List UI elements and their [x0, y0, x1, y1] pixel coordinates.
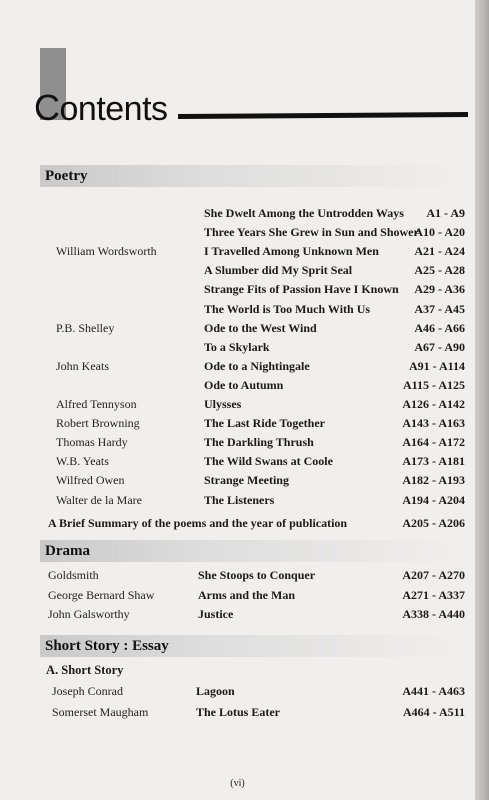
table-row — [0, 435, 475, 453]
work-title: She Stoops to Conquer — [198, 568, 316, 582]
page-range: A207 - A270 — [402, 568, 465, 582]
page-range: A126 - A142 — [402, 397, 465, 411]
work-title: Strange Meeting — [204, 473, 289, 488]
page-range: A91 - A114 — [408, 358, 465, 373]
author-name: Goldsmith — [48, 568, 99, 582]
table-row — [0, 588, 475, 606]
summary-row — [0, 516, 475, 534]
page-title: Contents — [34, 87, 168, 128]
author-name: Walter de la Mare — [56, 492, 142, 507]
table-row — [0, 263, 475, 281]
author-name: Robert Browning — [56, 416, 140, 431]
page-range: A10 - A20 — [414, 225, 465, 240]
work-title: The Wild Swans at Coole — [204, 454, 333, 469]
section-heading-poetry: Poetry — [40, 165, 470, 187]
work-title: To a Skylark — [204, 339, 270, 354]
author-name: George Bernard Shaw — [48, 587, 155, 602]
page-range: A67 - A90 — [414, 339, 465, 354]
author-name: W.B. Yeats — [56, 454, 109, 469]
work-title: The Lotus Eater — [196, 705, 280, 719]
table-row — [0, 225, 475, 243]
work-title: Ode to a Nightingale — [204, 358, 310, 373]
summary-pages: A205 - A206 — [402, 516, 465, 530]
table-row — [0, 397, 475, 415]
table-row — [0, 359, 475, 377]
work-title: She Dwelt Among the Untrodden Ways — [204, 206, 404, 220]
page-range: A271 - A337 — [402, 587, 465, 602]
page-range: A182 - A193 — [402, 473, 465, 488]
work-title: Ulysses — [204, 397, 242, 411]
page-number: (vi) — [230, 778, 245, 789]
page-range: A37 - A45 — [414, 301, 465, 316]
author-name: Joseph Conrad — [52, 684, 123, 698]
table-row — [0, 378, 475, 396]
page-range: A338 - A440 — [402, 607, 465, 621]
author-name: Alfred Tennyson — [56, 397, 137, 411]
page-range: A21 - A24 — [414, 244, 465, 259]
page-range: A46 - A66 — [414, 320, 465, 335]
work-title: The World is Too Much With Us — [204, 301, 371, 316]
page-range: A25 - A28 — [414, 263, 465, 278]
work-title: Arms and the Man — [198, 587, 296, 602]
work-title: Strange Fits of Passion Have I Known — [204, 282, 399, 297]
subheading-short-story: A. Short Story — [46, 663, 124, 677]
table-row — [0, 206, 475, 224]
title-rule — [178, 112, 468, 119]
table-row — [0, 607, 475, 625]
work-title: A Slumber did My Sprit Seal — [204, 263, 353, 278]
table-row — [0, 282, 475, 300]
page-range: A29 - A36 — [414, 282, 465, 297]
table-row — [0, 321, 475, 339]
work-title: Justice — [198, 607, 234, 621]
author-name: Wilfred Owen — [56, 473, 125, 488]
author-name: William Wordsworth — [56, 244, 157, 259]
author-name: John Keats — [56, 358, 109, 373]
table-row — [0, 493, 475, 511]
table-row — [0, 473, 475, 491]
work-title: The Darkling Thrush — [204, 435, 314, 450]
page-range: A164 - A172 — [402, 435, 465, 450]
work-title: The Listeners — [204, 492, 275, 507]
page-range: A464 - A511 — [402, 705, 465, 719]
page-range: A115 - A125 — [402, 377, 465, 392]
author-name: Thomas Hardy — [56, 435, 128, 450]
table-row — [0, 454, 475, 472]
work-title: Three Years She Grew in Sun and Shower — [204, 225, 419, 240]
work-title: I Travelled Among Unknown Men — [204, 244, 379, 259]
table-row — [0, 568, 475, 586]
page-range: A173 - A181 — [402, 454, 465, 469]
work-title: Ode to the West Wind — [204, 320, 317, 335]
summary-text: A Brief Summary of the poems and the year of publication — [48, 516, 348, 530]
page-range: A1 - A9 — [426, 206, 465, 220]
work-title: Lagoon — [196, 684, 235, 698]
page-range: A143 - A163 — [402, 416, 465, 431]
table-row — [0, 340, 475, 358]
author-name: John Galsworthy — [48, 607, 130, 621]
author-name: Somerset Maugham — [52, 705, 149, 719]
page-edge — [475, 0, 489, 800]
table-row — [0, 302, 475, 320]
table-row — [0, 244, 475, 262]
page-range: A441 - A463 — [402, 684, 465, 698]
work-title: The Last Ride Together — [204, 416, 326, 431]
table-row — [0, 416, 475, 434]
section-heading-short-story-essay: Short Story : Essay — [40, 635, 470, 657]
author-name: P.B. Shelley — [56, 320, 115, 335]
table-row — [0, 705, 475, 723]
section-heading-drama: Drama — [40, 540, 470, 562]
table-row — [0, 684, 475, 702]
page-range: A194 - A204 — [402, 492, 465, 507]
work-title: Ode to Autumn — [204, 377, 284, 392]
